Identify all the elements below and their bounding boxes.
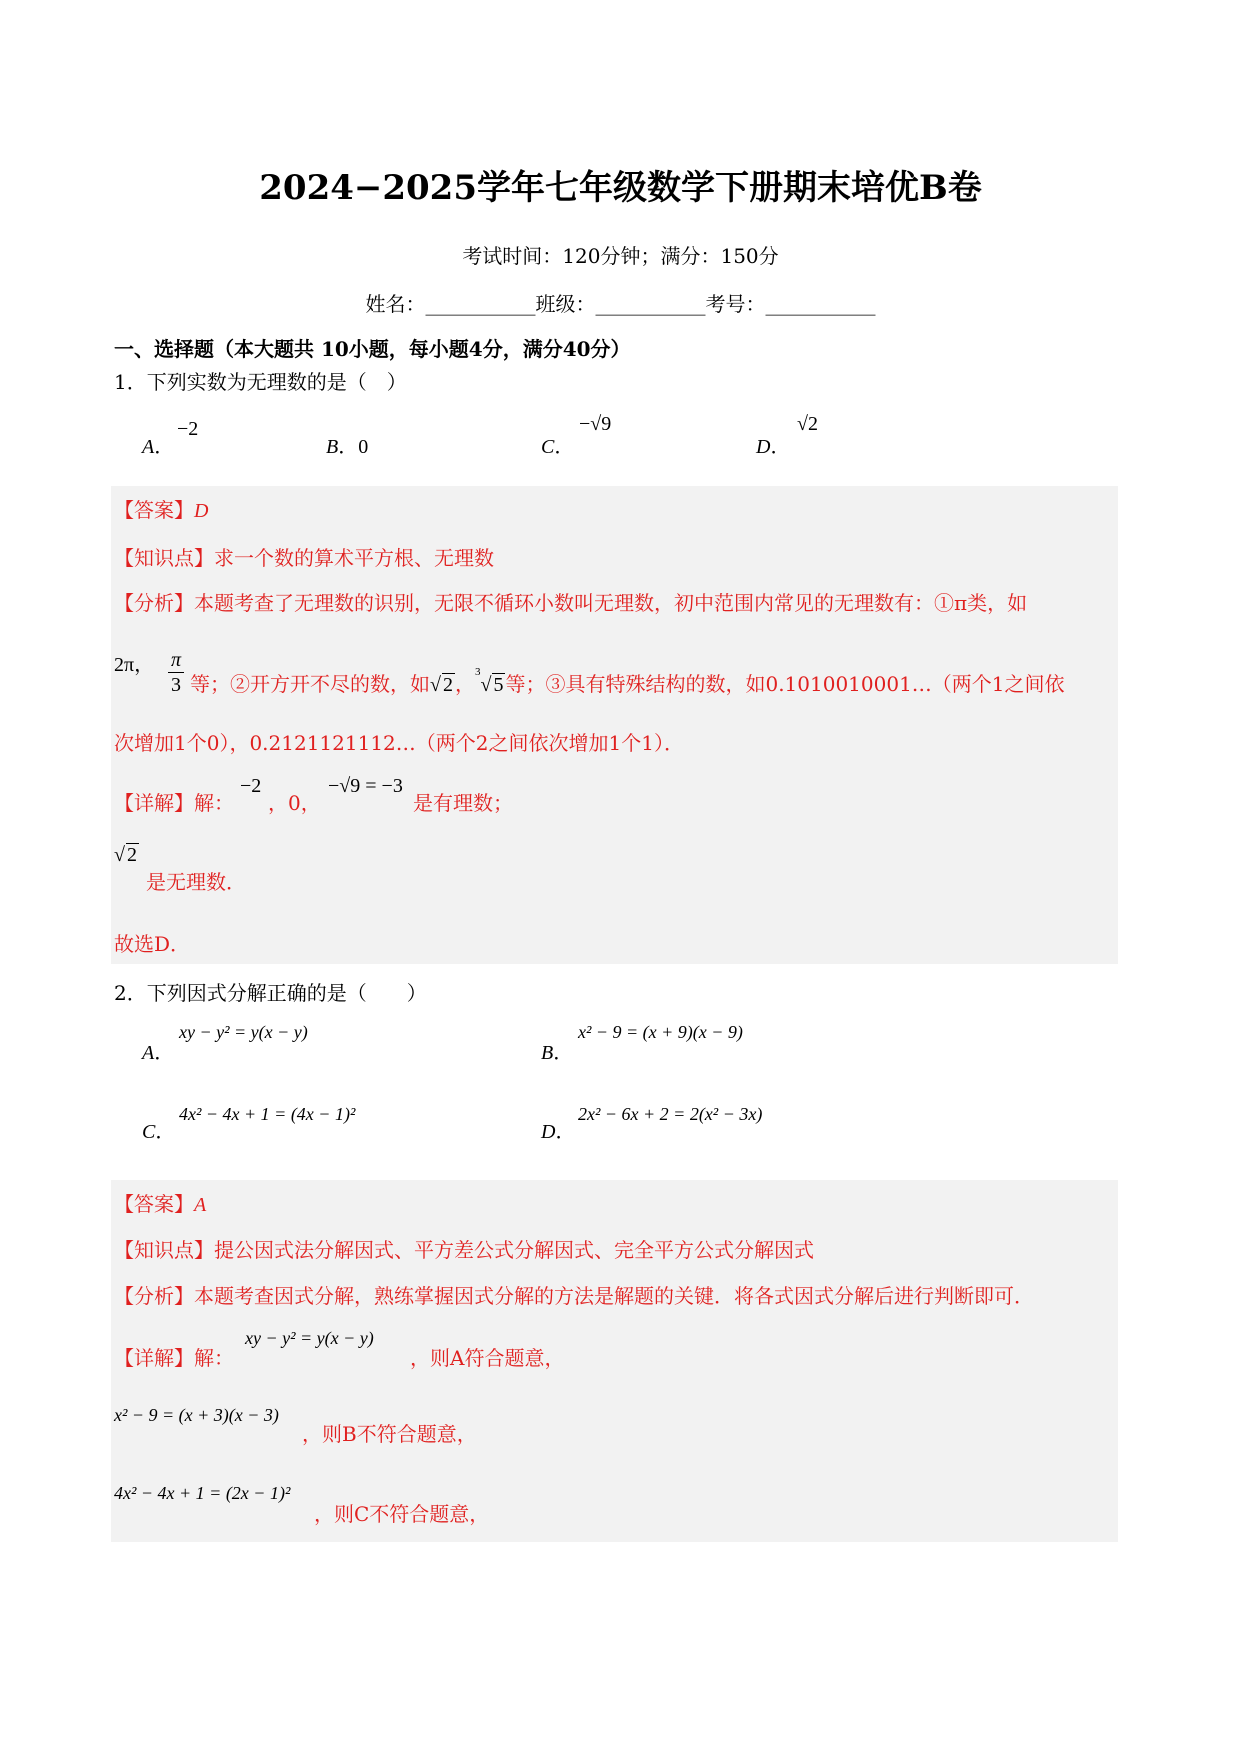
q1-option-a-value: −2 (177, 418, 199, 440)
q2-detail-expr-c: 4x² − 4x + 1 = (2x − 1)² (114, 1483, 291, 1503)
q2-option-a[interactable]: A． (142, 1040, 175, 1064)
q1-option-c-value: −√9 (579, 413, 612, 435)
q2-option-a-expr: xy − y² = y(x − y) (179, 1022, 308, 1042)
q2-detail-expr-b: x² − 9 = (x + 3)(x − 3) (114, 1405, 279, 1425)
q2-option-d-expr: 2x² − 6x + 2 = 2(x² − 3x) (578, 1104, 763, 1124)
q2-option-c[interactable]: C． (142, 1119, 176, 1143)
q1-detail-sqrt9: −√9 = −3 (328, 775, 403, 797)
pi-over-3-fraction: $\frac{\pi}{3}$ (168, 648, 184, 697)
q2-knowledge: 【知识点】提公因式法分解因式、平方差公式分解因式、完全平方公式分解因式 (114, 1238, 814, 1262)
q1-analysis-line2-rest: 等；②开方开不尽的数，如√ 2 ，$^3$√ 5 等；③具有特殊结构的数，如0.1010010001…（两个1之间依 (190, 666, 1065, 696)
q2-option-b-expr: x² − 9 = (x + 9)(x − 9) (578, 1022, 743, 1042)
student-fields (0, 288, 1241, 317)
q2-option-b[interactable]: B． (541, 1040, 574, 1064)
q1-analysis-line3: 次增加1个0），0.2121121112…（两个2之间依次增加1个1）． (114, 731, 684, 755)
q1-analysis-line2: 2π， (114, 654, 155, 676)
q2-answer-value: A (194, 1194, 207, 1216)
q1-conclusion: 故选D． (114, 932, 191, 956)
q1-option-c[interactable]: C． (541, 434, 575, 458)
name-blank[interactable]: ___________ (425, 292, 536, 316)
q1-option-d-value: √2 (797, 413, 818, 435)
q1-option-d[interactable]: D． (756, 434, 791, 458)
q1-stem: 1．下列实数为无理数的是（ ） (114, 370, 407, 394)
q1-detail: 【详解】解： (114, 791, 234, 815)
q1-option-a[interactable]: A． (142, 434, 175, 458)
q1-detail-rational: 是有理数； (413, 791, 513, 815)
q1-answer: 【答案】D (114, 498, 209, 522)
q2-detail-a-verdict: ，则A符合题意， (410, 1346, 565, 1370)
q1-detail-value-neg2: −2 (240, 775, 262, 797)
q2-detail: 【详解】解： (114, 1346, 234, 1370)
q2-detail-c-verdict: ，则C不符合题意， (314, 1502, 490, 1526)
q1-knowledge: 【知识点】求一个数的算术平方根、无理数 (114, 546, 494, 570)
page-title: 2024−2025学年七年级数学下册期末培优B卷 (259, 168, 982, 208)
q2-option-c-expr: 4x² − 4x + 1 = (4x − 1)² (179, 1104, 356, 1124)
name-label: 姓名： (365, 292, 426, 316)
q2-detail-expr-a: xy − y² = y(x − y) (245, 1328, 374, 1348)
exam-info: 考试时间：120分钟；满分：150分 (462, 244, 779, 268)
q2-option-d[interactable]: D． (541, 1119, 576, 1143)
q1-analysis: 【分析】本题考查了无理数的识别，无限不循环小数叫无理数，初中范围内常见的无理数有：①π类，如 (114, 591, 1028, 615)
id-label: 考号： (705, 292, 766, 316)
q1-detail-irrational: 是无理数． (146, 870, 246, 894)
q1-answer-value: D (194, 500, 209, 522)
q1-option-b[interactable]: B．0 (326, 434, 369, 458)
q1-detail-zero: ，0， (268, 791, 321, 815)
section-heading: 一、选择题（本大题共 10小题，每小题4分，满分40分） (114, 337, 631, 361)
q2-answer: 【答案】A (114, 1192, 207, 1216)
class-blank[interactable]: ___________ (595, 292, 706, 316)
q2-analysis: 【分析】本题考查因式分解，熟练掌握因式分解的方法是解题的关键．将各式因式分解后进行判断即可． (114, 1284, 1034, 1308)
q1-detail-sqrt2: √ 2 (114, 844, 137, 866)
id-blank[interactable]: ___________ (765, 292, 876, 316)
q2-stem: 2．下列因式分解正确的是（ ） (114, 981, 427, 1005)
q2-detail-b-verdict: ，则B不符合题意， (302, 1422, 477, 1446)
class-label: 班级： (535, 292, 596, 316)
